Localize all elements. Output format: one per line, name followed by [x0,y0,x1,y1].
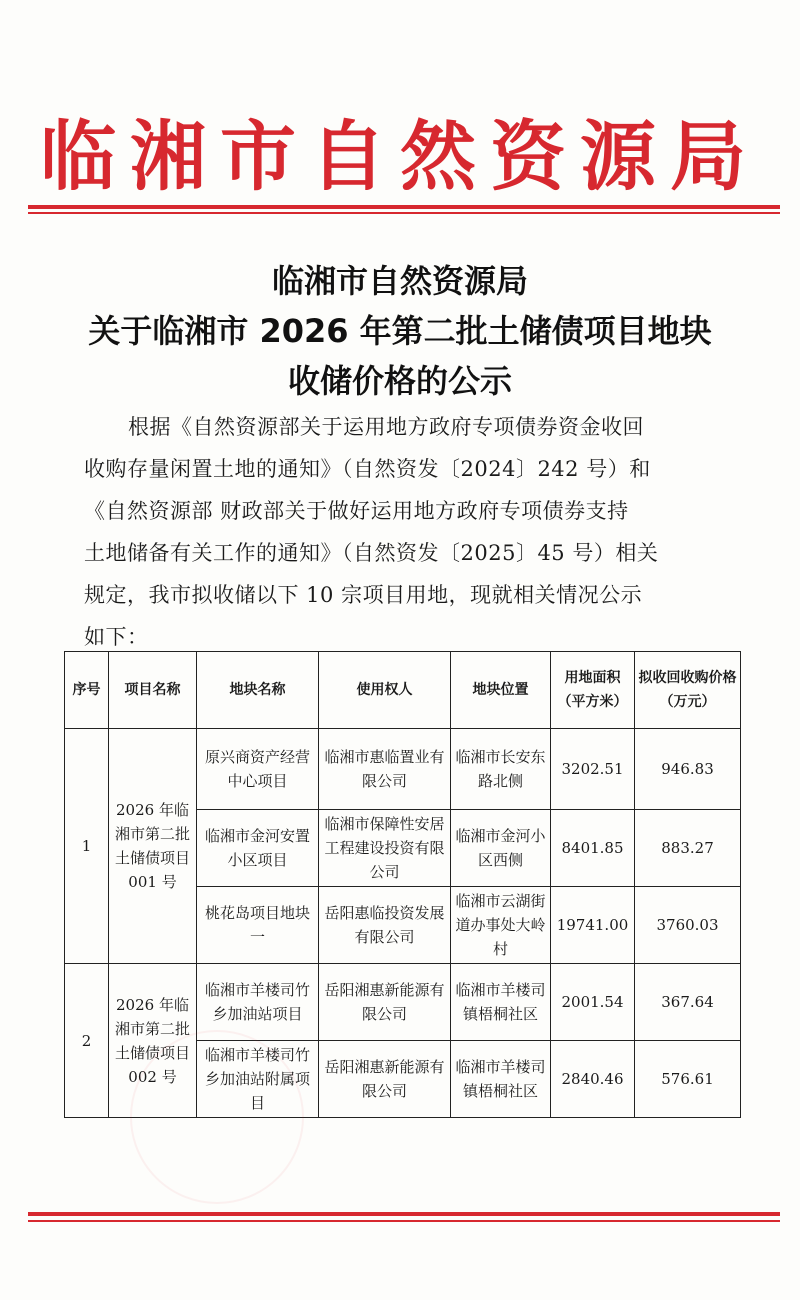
header-price: 拟收回收购价格（万元） [635,652,741,729]
header-location: 地块位置 [451,652,551,729]
notice-body [84,406,744,658]
notice-title-line-1: 临湘市自然资源局 [271,262,528,300]
cell-location: 临湘市云湖街道办事处大岭村 [451,887,551,964]
header-area: 用地面积（平方米） [551,652,635,729]
footer-rule-thin [28,1220,780,1222]
cell-owner: 岳阳湘惠新能源有限公司 [319,964,451,1041]
cell-project: 2026 年临湘市第二批土储债项目 001 号 [109,729,197,964]
cell-location: 临湘市羊楼司镇梧桐社区 [451,1041,551,1118]
cell-seq: 1 [65,729,109,964]
body-line: 根据《自然资源部关于运用地方政府专项债券资金收回 [128,415,644,439]
cell-location: 临湘市羊楼司镇梧桐社区 [451,964,551,1041]
cell-parcel: 临湘市金河安置小区项目 [197,810,319,887]
cell-price: 946.83 [635,729,741,810]
cell-price: 576.61 [635,1041,741,1118]
header-seq: 序号 [65,652,109,729]
cell-area: 19741.00 [551,887,635,964]
cell-owner: 岳阳湘惠新能源有限公司 [319,1041,451,1118]
header-owner: 使用权人 [319,652,451,729]
header-parcel: 地块名称 [197,652,319,729]
body-line: 土地储备有关工作的通知》（自然资发〔2025〕45 号）相关 [84,541,659,565]
cell-area: 3202.51 [551,729,635,810]
body-line: 如下： [84,625,149,649]
cell-owner: 岳阳惠临投资发展有限公司 [319,887,451,964]
notice-title-line-3: 收储价格的公示 [287,362,512,400]
cell-price: 883.27 [635,810,741,887]
cell-owner: 临湘市保障性安居工程建设投资有限公司 [319,810,451,887]
cell-parcel: 原兴商资产经营中心项目 [197,729,319,810]
cell-seq: 2 [65,964,109,1118]
cell-project: 2026 年临湘市第二批土储债项目 002 号 [109,964,197,1118]
masthead-rule-thick [28,205,780,209]
table-row [65,729,741,810]
cell-area: 2001.54 [551,964,635,1041]
header-project: 项目名称 [109,652,197,729]
cell-location: 临湘市长安东路北侧 [451,729,551,810]
cell-price: 367.64 [635,964,741,1041]
masthead-rule-thin [28,212,780,214]
notice-title-line-2: 关于临湘市 2026 年第二批土储债项目地块 [88,312,712,350]
cell-location: 临湘市金河小区西侧 [451,810,551,887]
table-header-row [65,652,741,729]
body-line: 《自然资源部 财政部关于做好运用地方政府专项债券支持 [84,499,629,523]
footer-rule-thick [28,1212,780,1216]
cell-parcel: 临湘市羊楼司竹乡加油站项目 [197,964,319,1041]
cell-parcel: 桃花岛项目地块一 [197,887,319,964]
cell-area: 2840.46 [551,1041,635,1118]
masthead-org-name: 临湘市自然资源局 [40,112,760,201]
cell-parcel: 临湘市羊楼司竹乡加油站附属项目 [197,1041,319,1118]
cell-price: 3760.03 [635,887,741,964]
body-line: 收购存量闲置土地的通知》（自然资发〔2024〕242 号）和 [84,457,651,481]
cell-area: 8401.85 [551,810,635,887]
table-row [65,964,741,1041]
land-acquisition-table [64,651,741,1118]
cell-owner: 临湘市惠临置业有限公司 [319,729,451,810]
body-line: 规定，我市拟收储以下 10 宗项目用地，现就相关情况公示 [84,583,643,607]
